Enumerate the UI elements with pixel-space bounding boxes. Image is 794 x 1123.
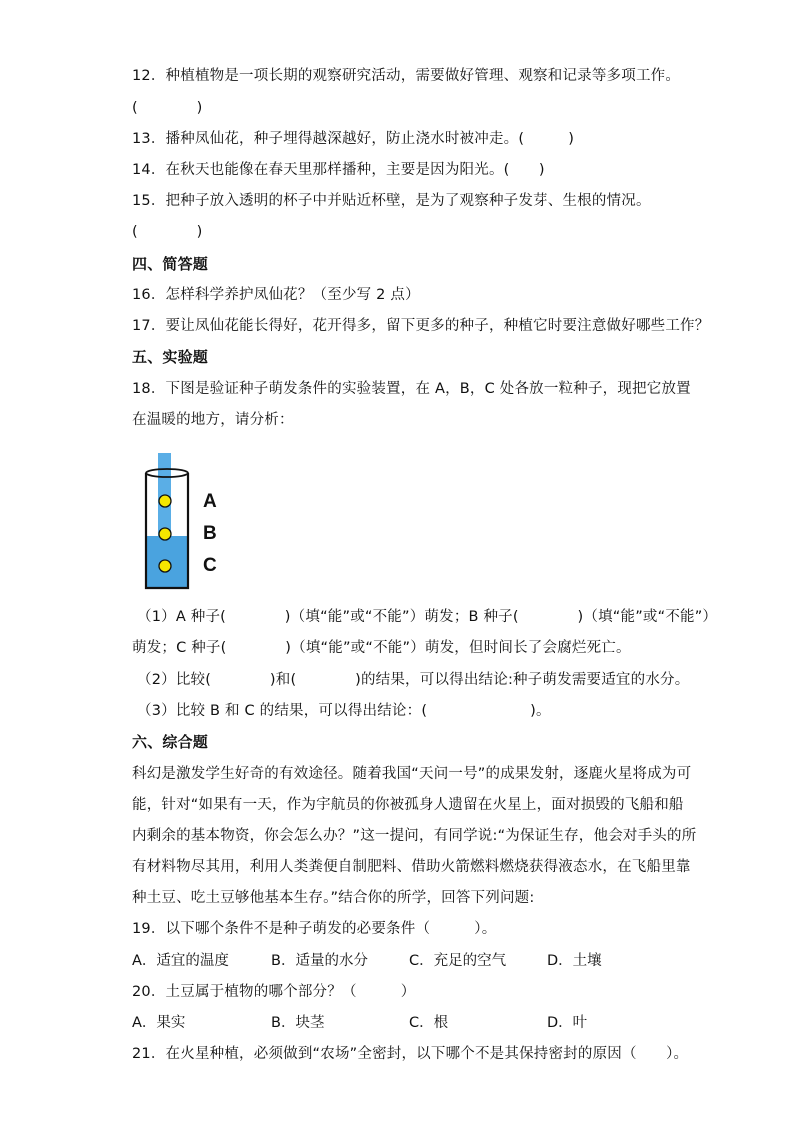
- question-18-line1: 18．下图是验证种子萌发条件的实验装置，在 A，B，C 处各放一粒种子，现把它放置: [132, 381, 691, 397]
- question-15-blank: ( ): [132, 224, 203, 240]
- question-18-sub2: （2）比较( )和( )的结果，可以得出结论:种子萌发需要适宜的水分。: [137, 672, 690, 688]
- q19-option-a: A．适宜的温度: [132, 953, 229, 969]
- q20-option-b: B．块茎: [271, 1015, 325, 1031]
- question-14: 14．在秋天也能像在春天里那样播种，主要是因为阳光。( ): [132, 162, 545, 178]
- passage-line-2: 能，针对“如果有一天，作为宇航员的你被孤身人遗留在火星上，面对损毁的飞船和船: [132, 797, 684, 813]
- question-16: 16．怎样科学养护凤仙花？（至少写 2 点）: [132, 287, 420, 303]
- question-20: 20．土豆属于植物的哪个部分？（ ）: [132, 984, 416, 1000]
- question-12: 12．种植植物是一项长期的观察研究活动，需要做好管理、观察和记录等多项工作。: [132, 68, 681, 84]
- seed-a: [159, 495, 171, 507]
- question-13: 13．播种凤仙花，种子埋得越深越好，防止浇水时被冲走。( ): [132, 131, 575, 147]
- q20-option-a: A．果实: [132, 1015, 186, 1031]
- question-19: 19．以下哪个条件不是种子萌发的必要条件（ ）。: [132, 921, 497, 937]
- section-6-heading: 六、综合题: [132, 733, 209, 751]
- passage-line-5: 种土豆、吃土豆够他基本生存。”结合你的所学，回答下列问题:: [132, 890, 535, 906]
- question-18-sub1-line1: （1）A 种子( )（填“能”或“不能”）萌发；B 种子( )（填“能”或“不能”）: [137, 609, 718, 625]
- question-18-sub3: （3）比较 B 和 C 的结果，可以得出结论：( )。: [137, 703, 551, 719]
- question-21: 21．在火星种植，必须做到“农场”全密封，以下哪个不是其保持密封的原因（ ）。: [132, 1046, 689, 1062]
- question-18-sub1-line2: 萌发；C 种子( )（填“能”或“不能”）萌发，但时间长了会腐烂死亡。: [132, 640, 631, 656]
- label-c: C: [203, 555, 217, 576]
- passage-line-1: 科幻是激发学生好奇的有效途径。随着我国“天问一号”的成果发射，逐鹿火星将成为可: [132, 766, 692, 782]
- question-18-line2: 在温暖的地方，请分析：: [132, 412, 294, 428]
- seed-test-tube-figure: [138, 448, 238, 594]
- seed-c: [159, 560, 171, 572]
- question-12-blank: ( ): [132, 100, 203, 116]
- section-5-heading: 五、实验题: [132, 348, 209, 366]
- label-b: B: [203, 523, 217, 544]
- q20-option-c: C．根: [409, 1015, 449, 1031]
- question-15: 15．把种子放入透明的杯子中并贴近杯壁，是为了观察种子发芽、生根的情况。: [132, 193, 651, 209]
- q20-option-d: D．叶: [547, 1015, 588, 1031]
- q19-option-b: B．适量的水分: [271, 953, 368, 969]
- seed-b: [159, 528, 171, 540]
- passage-line-3: 内剩余的基本物资，你会怎么办？”这一提问，有同学说:“为保证生存，他会对手头的所: [132, 828, 697, 844]
- label-a: A: [203, 491, 217, 512]
- passage-line-4: 有材料物尽其用，利用人类粪便自制肥料、借助火箭燃料燃烧获得液态水，在飞船里靠: [132, 859, 691, 875]
- section-4-heading: 四、简答题: [132, 255, 209, 273]
- q19-option-d: D．土壤: [547, 953, 602, 969]
- question-17: 17．要让凤仙花能长得好，花开得多，留下更多的种子，种植它时要注意做好哪些工作？: [132, 318, 710, 334]
- q19-option-c: C．充足的空气: [409, 953, 507, 969]
